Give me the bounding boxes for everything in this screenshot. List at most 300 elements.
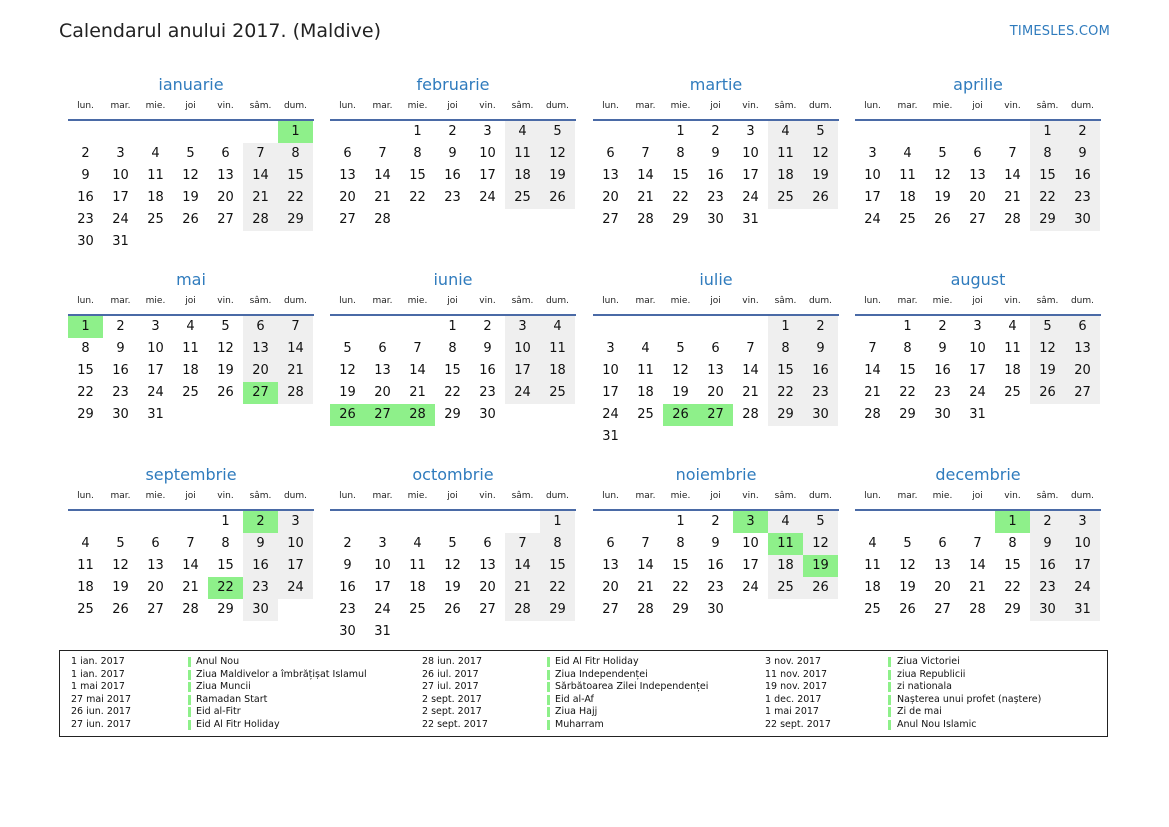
day-cell: 20 [707, 385, 724, 400]
day-cell: 18 [540, 360, 575, 382]
weekday-header: mie. [407, 491, 428, 501]
weekday-header: dum. [545, 101, 570, 111]
day-cell: 21 [505, 577, 540, 599]
legend-color-marker [888, 657, 891, 667]
weekday-header: mie. [145, 101, 166, 111]
day-cell: 16 [707, 558, 724, 573]
weekday-header: sâm. [249, 101, 272, 111]
day-cell: 5 [116, 536, 125, 551]
weekday-header: joi [710, 101, 721, 111]
holiday-day-cell: 28 [400, 404, 435, 426]
day-cell: 6 [1065, 316, 1100, 338]
weekday-header: joi [447, 296, 458, 306]
weekday-header: sâm. [774, 101, 797, 111]
day-cell: 18 [637, 385, 654, 400]
weekday-header: sâm. [249, 491, 272, 501]
day-cell: 7 [186, 536, 195, 551]
legend-holiday-name: Muharram [555, 718, 604, 730]
day-cell: 15 [444, 363, 461, 378]
day-cell: 19 [217, 363, 234, 378]
legend-color-marker [188, 670, 191, 680]
day-cell: 7 [746, 341, 755, 356]
day-cell: 3 [278, 511, 313, 533]
day-cell: 13 [969, 168, 986, 183]
day-cell: 3 [746, 124, 755, 139]
day-cell: 19 [1030, 360, 1065, 382]
day-cell: 17 [112, 190, 129, 205]
day-cell: 2 [1065, 121, 1100, 143]
day-cell: 23 [707, 580, 724, 595]
day-cell: 11 [864, 558, 881, 573]
day-cell: 6 [711, 341, 720, 356]
weekday-header: mie. [932, 101, 953, 111]
day-cell: 27 [217, 212, 234, 227]
weekday-header: sâm. [1036, 101, 1059, 111]
day-cell: 5 [903, 536, 912, 551]
day-cell: 16 [1030, 555, 1065, 577]
weekday-header: mar. [110, 296, 131, 306]
day-cell: 21 [409, 385, 426, 400]
day-cell: 28 [374, 212, 391, 227]
day-cell: 10 [969, 341, 986, 356]
day-cell: 13 [602, 558, 619, 573]
day-cell: 23 [934, 385, 951, 400]
legend-date: 27 mai 2017 [71, 693, 132, 705]
day-cell: 29 [217, 602, 234, 617]
day-cell: 19 [540, 165, 575, 187]
legend-color-marker [547, 707, 550, 717]
day-cell: 19 [444, 580, 461, 595]
day-cell: 17 [374, 580, 391, 595]
day-cell: 18 [899, 190, 916, 205]
day-cell: 14 [505, 555, 540, 577]
weekday-header: dum. [1070, 491, 1095, 501]
day-cell: 27 [339, 212, 356, 227]
holiday-day-cell: 11 [768, 533, 803, 555]
day-cell: 10 [112, 168, 129, 183]
day-cell: 30 [339, 624, 356, 639]
day-cell: 28 [969, 602, 986, 617]
day-cell: 27 [602, 212, 619, 227]
day-cell: 21 [374, 190, 391, 205]
day-cell: 21 [864, 385, 881, 400]
day-cell: 5 [1030, 316, 1065, 338]
weekday-header: dum. [283, 296, 308, 306]
day-cell: 25 [768, 187, 803, 209]
day-cell: 22 [899, 385, 916, 400]
legend-holiday-name: Ziua Victoriei [897, 656, 960, 667]
day-cell: 11 [768, 143, 803, 165]
day-cell: 8 [676, 536, 685, 551]
day-cell: 17 [505, 360, 540, 382]
day-cell: 2 [711, 124, 720, 139]
day-cell: 21 [969, 580, 986, 595]
day-cell: 22 [1004, 580, 1021, 595]
weekday-header: dum. [1070, 101, 1095, 111]
day-cell: 2 [803, 316, 838, 338]
weekday-header: joi [972, 296, 983, 306]
day-cell: 27 [147, 602, 164, 617]
day-cell: 12 [899, 558, 916, 573]
weekday-header: dum. [545, 296, 570, 306]
day-cell: 25 [409, 602, 426, 617]
month-name: februarie [416, 75, 490, 94]
day-cell: 16 [803, 360, 838, 382]
day-cell: 16 [934, 363, 951, 378]
weekday-header: vin. [1004, 101, 1021, 111]
day-cell: 26 [182, 212, 199, 227]
day-cell: 24 [602, 407, 619, 422]
holiday-day-cell: 1 [278, 121, 313, 143]
day-cell: 31 [147, 407, 164, 422]
weekday-header: vin. [217, 491, 234, 501]
month-name: aprilie [953, 75, 1003, 94]
weekday-header: sâm. [511, 296, 534, 306]
weekday-header: mie. [670, 101, 691, 111]
legend-date: 1 ian. 2017 [71, 668, 125, 680]
weekday-header: vin. [742, 101, 759, 111]
day-cell: 16 [479, 363, 496, 378]
day-cell: 8 [540, 533, 575, 555]
day-cell: 1 [768, 316, 803, 338]
day-cell: 26 [934, 212, 951, 227]
day-cell: 13 [217, 168, 234, 183]
weekday-header: joi [972, 491, 983, 501]
day-cell: 28 [864, 407, 881, 422]
weekday-header: lun. [77, 101, 94, 111]
legend-date: 1 mai 2017 [71, 681, 125, 693]
day-cell: 4 [768, 511, 803, 533]
day-cell: 12 [934, 168, 951, 183]
day-cell: 24 [969, 385, 986, 400]
day-cell: 26 [112, 602, 129, 617]
legend-holiday-name: Sărbătoarea Zilei Independenței [555, 681, 709, 693]
day-cell: 24 [1065, 577, 1100, 599]
day-cell: 5 [343, 341, 352, 356]
legend-color-marker [547, 695, 550, 705]
weekday-header: joi [710, 491, 721, 501]
day-cell: 6 [243, 316, 278, 338]
day-cell: 6 [938, 536, 947, 551]
legend-date: 11 nov. 2017 [765, 668, 828, 680]
weekday-header: mar. [897, 101, 918, 111]
month-name: mai [176, 270, 206, 289]
weekday-header: mar. [635, 101, 656, 111]
weekday-header: sâm. [249, 296, 272, 306]
day-cell: 18 [505, 165, 540, 187]
day-cell: 2 [343, 536, 352, 551]
day-cell: 19 [182, 190, 199, 205]
day-cell: 9 [343, 558, 352, 573]
legend-date: 1 mai 2017 [765, 706, 819, 718]
day-cell: 13 [374, 363, 391, 378]
day-cell: 24 [374, 602, 391, 617]
day-cell: 7 [378, 146, 387, 161]
day-cell: 2 [483, 319, 492, 334]
day-cell: 21 [1004, 190, 1021, 205]
day-cell: 18 [864, 580, 881, 595]
day-cell: 11 [182, 341, 199, 356]
day-cell: 17 [864, 190, 881, 205]
legend-color-marker [188, 682, 191, 692]
day-cell: 19 [934, 190, 951, 205]
day-cell: 19 [672, 385, 689, 400]
weekday-header: vin. [1004, 296, 1021, 306]
day-cell: 30 [243, 599, 278, 621]
day-cell: 12 [182, 168, 199, 183]
day-cell: 5 [221, 319, 230, 334]
day-cell: 19 [112, 580, 129, 595]
legend-date: 27 iul. 2017 [422, 681, 479, 693]
day-cell: 12 [803, 533, 838, 555]
legend-holiday-name: Eid al-Af [555, 693, 594, 705]
legend-color-marker [188, 695, 191, 705]
site-brand-link[interactable]: TIMESLES.COM [1009, 24, 1110, 39]
day-cell: 16 [1065, 165, 1100, 187]
day-cell: 10 [742, 536, 759, 551]
day-cell: 5 [676, 341, 685, 356]
legend-holiday-name: Anul Nou [196, 656, 240, 667]
legend-date: 1 dec. 2017 [765, 693, 822, 705]
weekday-header: joi [710, 296, 721, 306]
day-cell: 9 [938, 341, 947, 356]
day-cell: 1 [1030, 121, 1065, 143]
day-cell: 8 [676, 146, 685, 161]
weekday-header: mie. [932, 491, 953, 501]
day-cell: 22 [672, 580, 689, 595]
day-cell: 19 [899, 580, 916, 595]
day-cell: 3 [151, 319, 160, 334]
day-cell: 12 [803, 143, 838, 165]
day-cell: 9 [448, 146, 457, 161]
day-cell: 31 [374, 624, 391, 639]
day-cell: 5 [540, 121, 575, 143]
month-name: octombrie [412, 465, 494, 484]
weekday-header: vin. [742, 491, 759, 501]
weekday-header: vin. [742, 296, 759, 306]
weekday-header: sâm. [774, 491, 797, 501]
day-cell: 17 [479, 168, 496, 183]
day-cell: 9 [483, 341, 492, 356]
day-cell: 22 [444, 385, 461, 400]
weekday-header: vin. [217, 101, 234, 111]
legend-holiday-name: Eid Al Fitr Holiday [196, 718, 280, 730]
day-cell: 7 [278, 316, 313, 338]
day-cell: 4 [413, 536, 422, 551]
weekday-header: mar. [897, 296, 918, 306]
day-cell: 15 [1030, 165, 1065, 187]
day-cell: 18 [147, 190, 164, 205]
weekday-header: sâm. [511, 491, 534, 501]
legend-holiday-name: Eid Al Fitr Holiday [555, 656, 639, 667]
day-cell: 18 [768, 165, 803, 187]
weekday-header: mie. [407, 296, 428, 306]
legend-holiday-name: Ziua Independenței [555, 668, 648, 680]
day-cell: 19 [803, 165, 838, 187]
day-cell: 28 [637, 602, 654, 617]
day-cell: 12 [112, 558, 129, 573]
legend-holiday-name: Ramadan Start [196, 693, 268, 705]
day-cell: 4 [81, 536, 90, 551]
weekday-header: sâm. [774, 296, 797, 306]
weekday-header: joi [447, 491, 458, 501]
day-cell: 25 [768, 577, 803, 599]
day-cell: 23 [479, 385, 496, 400]
day-cell: 3 [606, 341, 615, 356]
day-cell: 24 [742, 580, 759, 595]
day-cell: 9 [81, 168, 90, 183]
day-cell: 15 [540, 555, 575, 577]
day-cell: 11 [1004, 341, 1021, 356]
legend-date: 1 ian. 2017 [71, 656, 125, 667]
day-cell: 30 [934, 407, 951, 422]
day-cell: 28 [1004, 212, 1021, 227]
day-cell: 13 [243, 338, 278, 360]
day-cell: 21 [637, 190, 654, 205]
day-cell: 17 [147, 363, 164, 378]
weekday-header: vin. [217, 296, 234, 306]
day-cell: 8 [1008, 536, 1017, 551]
day-cell: 14 [1004, 168, 1021, 183]
weekday-header: lun. [339, 296, 356, 306]
day-cell: 17 [278, 555, 313, 577]
day-cell: 13 [934, 558, 951, 573]
day-cell: 20 [969, 190, 986, 205]
day-cell: 14 [969, 558, 986, 573]
day-cell: 31 [602, 429, 619, 444]
day-cell: 10 [278, 533, 313, 555]
day-cell: 10 [742, 146, 759, 161]
day-cell: 20 [1065, 360, 1100, 382]
day-cell: 15 [1004, 558, 1021, 573]
day-cell: 6 [483, 536, 492, 551]
day-cell: 6 [221, 146, 230, 161]
day-cell: 14 [243, 165, 278, 187]
day-cell: 25 [899, 212, 916, 227]
day-cell: 29 [672, 212, 689, 227]
weekday-header: lun. [77, 296, 94, 306]
day-cell: 23 [77, 212, 94, 227]
weekday-header: joi [447, 101, 458, 111]
legend-holiday-name: Ziua Muncii [196, 681, 251, 693]
day-cell: 24 [479, 190, 496, 205]
legend-holiday-name: Eid al-Fitr [196, 706, 241, 718]
day-cell: 9 [1065, 143, 1100, 165]
day-cell: 29 [540, 599, 575, 621]
day-cell: 27 [969, 212, 986, 227]
day-cell: 20 [602, 580, 619, 595]
day-cell: 21 [742, 385, 759, 400]
day-cell: 28 [278, 382, 313, 404]
day-cell: 2 [81, 146, 90, 161]
day-cell: 23 [803, 382, 838, 404]
day-cell: 13 [339, 168, 356, 183]
legend-holiday-name: Ziua Hajj [555, 706, 598, 718]
day-cell: 25 [505, 187, 540, 209]
day-cell: 8 [768, 338, 803, 360]
weekday-header: dum. [545, 491, 570, 501]
weekday-header: lun. [864, 296, 881, 306]
day-cell: 9 [711, 536, 720, 551]
day-cell: 2 [711, 514, 720, 529]
day-cell: 24 [112, 212, 129, 227]
weekday-header: vin. [479, 296, 496, 306]
day-cell: 11 [540, 338, 575, 360]
legend-color-marker [188, 720, 191, 730]
day-cell: 14 [182, 558, 199, 573]
month-name: martie [689, 75, 743, 94]
day-cell: 10 [1065, 533, 1100, 555]
day-cell: 10 [374, 558, 391, 573]
legend-holiday-name: Nașterea unui profet (naștere) [897, 693, 1042, 705]
day-cell: 3 [868, 146, 877, 161]
weekday-header: lun. [864, 101, 881, 111]
day-cell: 4 [868, 536, 877, 551]
day-cell: 15 [672, 558, 689, 573]
weekday-header: mar. [635, 296, 656, 306]
day-cell: 26 [444, 602, 461, 617]
day-cell: 29 [672, 602, 689, 617]
legend-date: 3 nov. 2017 [765, 656, 821, 667]
day-cell: 7 [973, 536, 982, 551]
legend-holiday-name: ziua Republicii [897, 668, 966, 680]
legend-color-marker [888, 670, 891, 680]
weekday-header: mar. [372, 296, 393, 306]
day-cell: 6 [606, 536, 615, 551]
weekday-header: lun. [339, 491, 356, 501]
day-cell: 7 [413, 341, 422, 356]
day-cell: 11 [899, 168, 916, 183]
day-cell: 2 [116, 319, 125, 334]
day-cell: 11 [77, 558, 94, 573]
weekday-header: sâm. [1036, 491, 1059, 501]
day-cell: 25 [864, 602, 881, 617]
day-cell: 27 [602, 602, 619, 617]
day-cell: 31 [1065, 599, 1100, 621]
day-cell: 4 [186, 319, 195, 334]
holiday-day-cell: 1 [995, 511, 1030, 533]
legend-holiday-name: Anul Nou Islamic [897, 718, 977, 730]
day-cell: 1 [676, 514, 685, 529]
day-cell: 28 [182, 602, 199, 617]
day-cell: 16 [444, 168, 461, 183]
day-cell: 19 [339, 385, 356, 400]
day-cell: 7 [243, 143, 278, 165]
day-cell: 29 [1004, 602, 1021, 617]
day-cell: 31 [969, 407, 986, 422]
weekday-header: lun. [339, 101, 356, 111]
day-cell: 15 [278, 165, 313, 187]
weekday-header: sâm. [1036, 296, 1059, 306]
holiday-day-cell: 3 [733, 511, 768, 533]
day-cell: 7 [641, 536, 650, 551]
weekday-header: vin. [479, 491, 496, 501]
legend-color-marker [888, 695, 891, 705]
weekday-header: mie. [145, 491, 166, 501]
legend-color-marker [188, 707, 191, 717]
month-name: ianuarie [158, 75, 224, 94]
day-cell: 16 [112, 363, 129, 378]
day-cell: 17 [742, 168, 759, 183]
weekday-header: vin. [479, 101, 496, 111]
day-cell: 1 [540, 511, 575, 533]
day-cell: 16 [339, 580, 356, 595]
legend-color-marker [547, 720, 550, 730]
day-cell: 16 [707, 168, 724, 183]
legend-date: 19 nov. 2017 [765, 681, 828, 693]
day-cell: 14 [374, 168, 391, 183]
weekday-header: joi [185, 101, 196, 111]
